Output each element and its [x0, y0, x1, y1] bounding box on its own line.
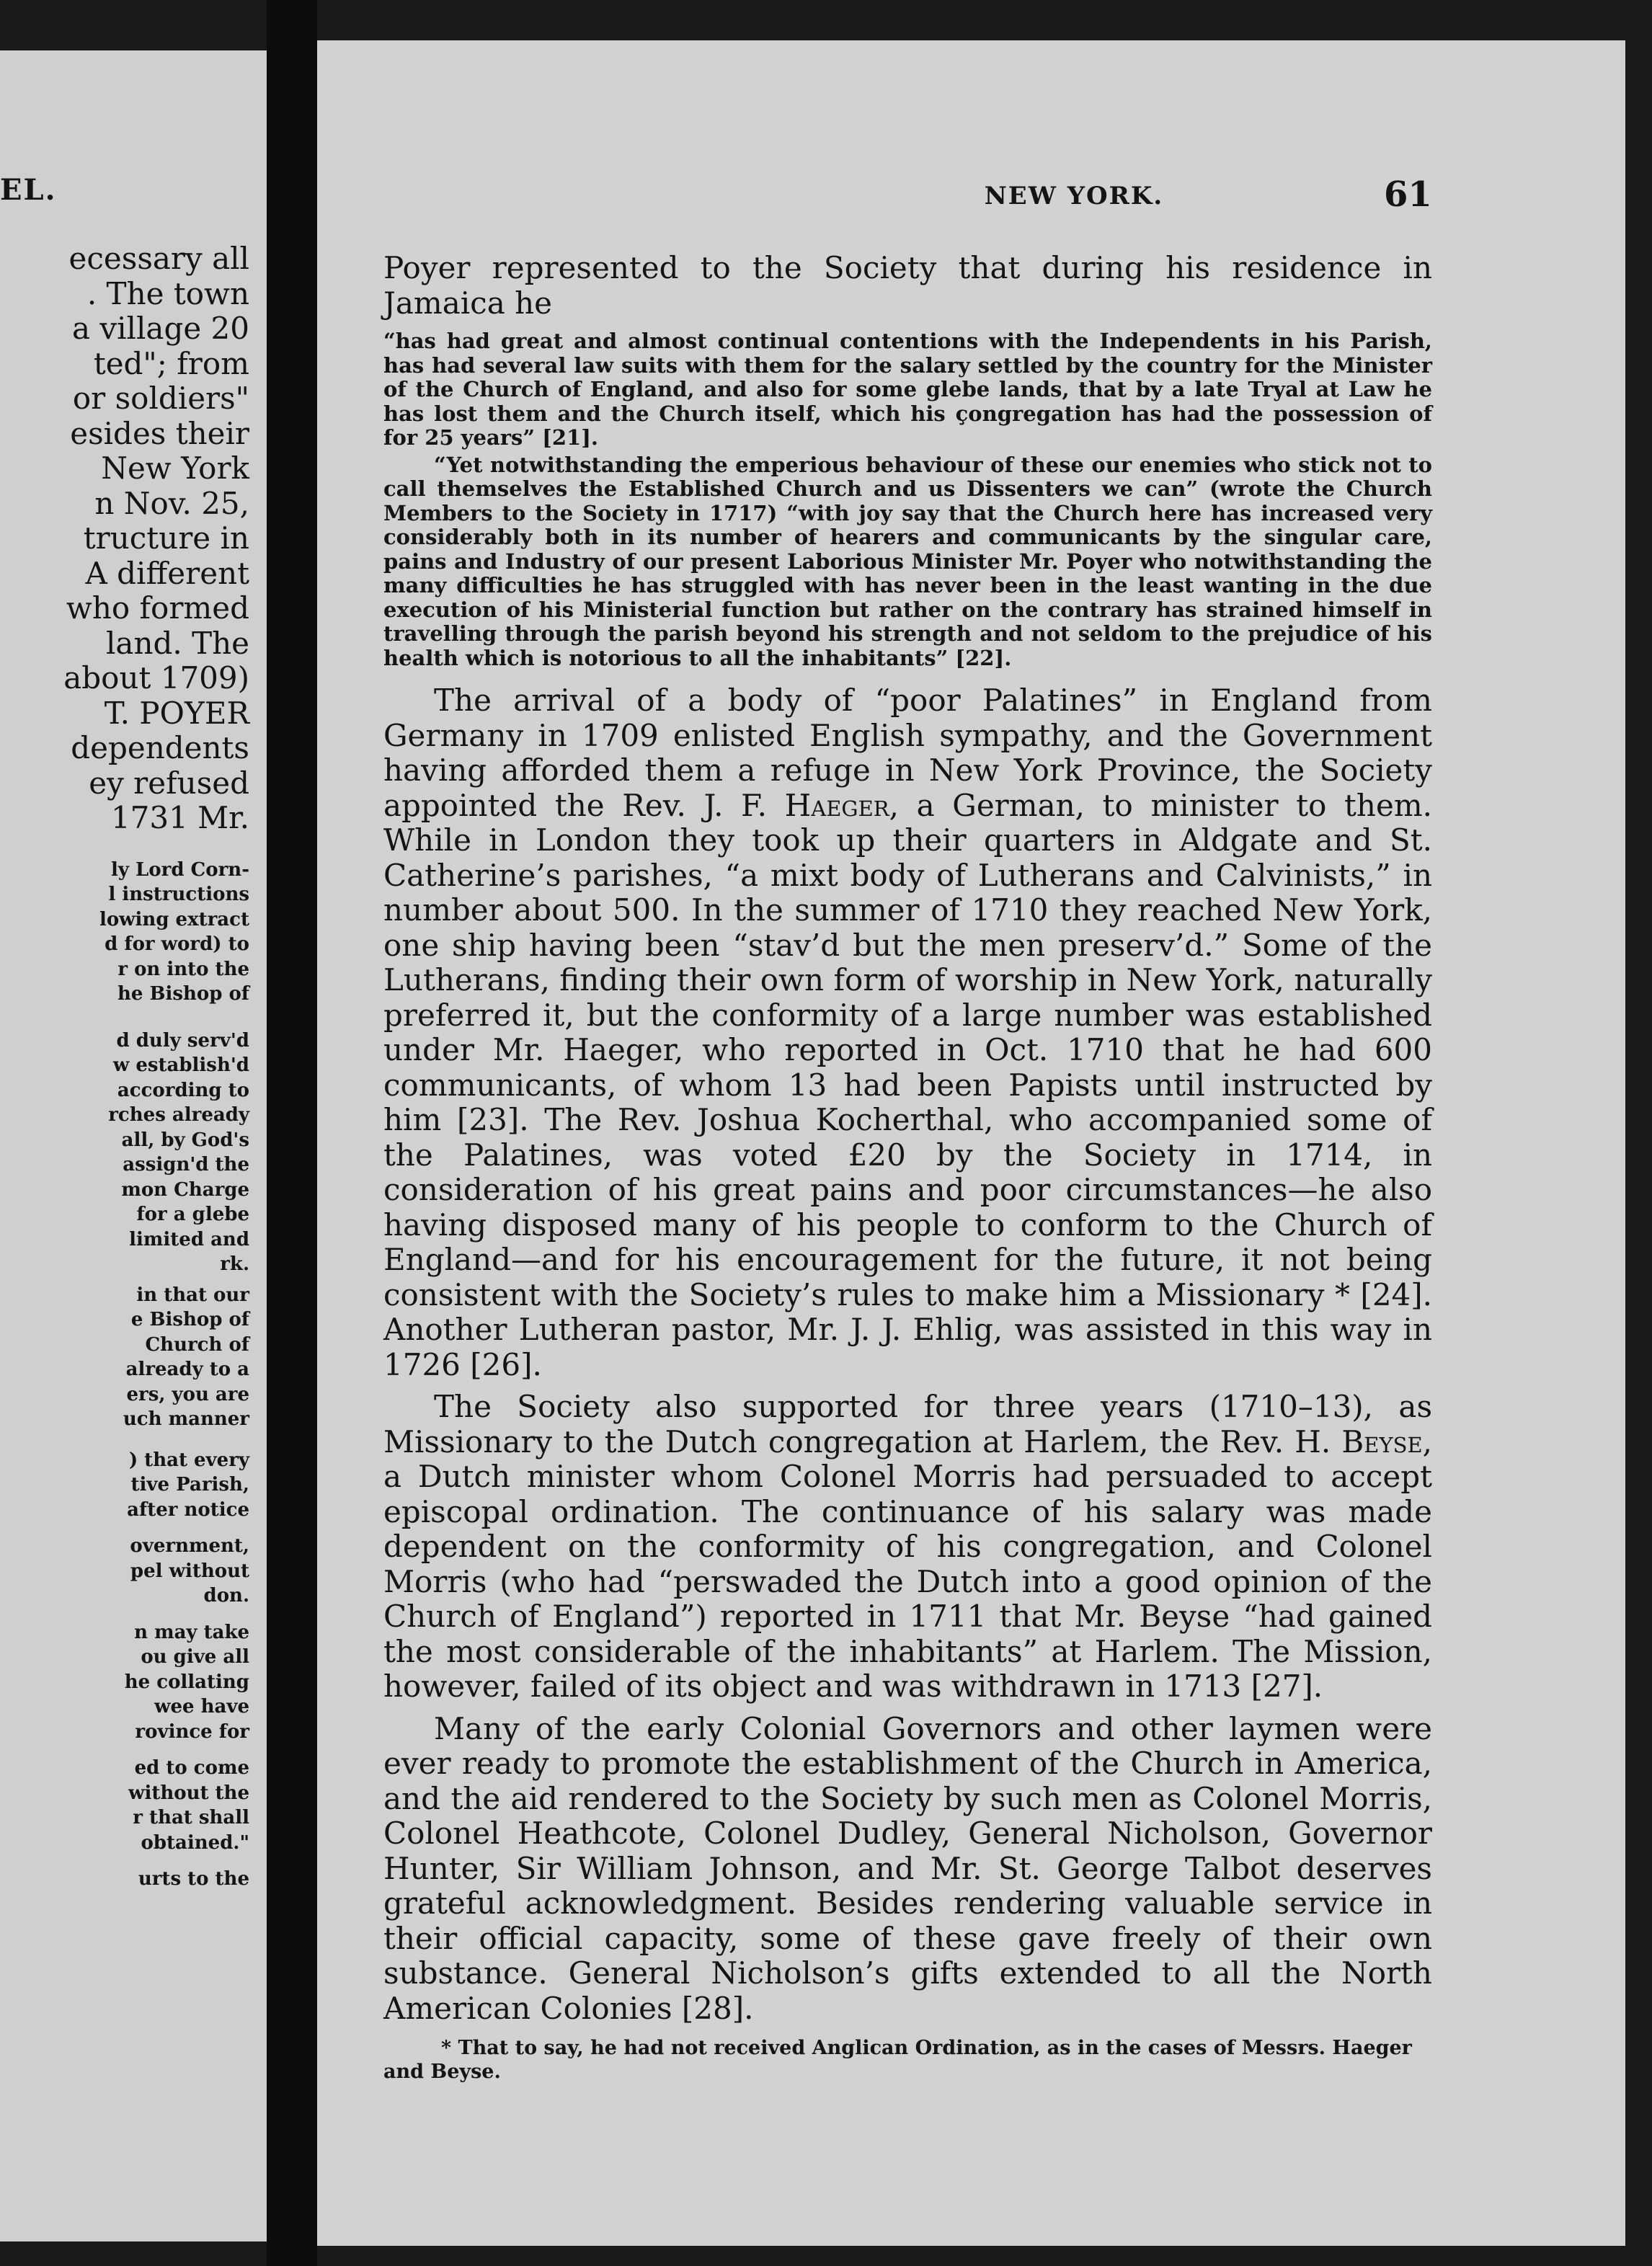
previous-page-line: r that shall — [133, 1807, 249, 1829]
quote-paragraph-1: “has had great and almost continual contentions with the Independents in his Parish, has had several law suits with them for the salary settled by the country for the Minister of the Church of England, and also for some glebe lands, that by a late Tryal at Law he has lost them and the Church itself, which his çongregation has had the possession of for 25 years” [21]. — [383, 329, 1432, 450]
paragraph-beyse-part-1: The Society also supported for three years (1710–13), as Missionary to the Dutch congregation at Harlem, the Rev. H. — [383, 1389, 1432, 1459]
previous-page-line: land. The — [105, 625, 249, 661]
previous-page-line: ed to come — [134, 1757, 249, 1779]
previous-page-line: rches already — [108, 1104, 249, 1126]
previous-page-line: ecessary all — [68, 241, 249, 276]
previous-page-line: d duly serv'd — [116, 1029, 249, 1052]
paragraph-palatines-part-1: The arrival of a body of “poor Palatines” in England from Germany in 1709 enlisted English sympathy, and the Government having afforded them a refuge in New York Province, the Society appointed the Rev. J. F. — [383, 683, 1432, 823]
previous-page-line: about 1709) — [63, 660, 249, 696]
previous-page-line: ly Lord Corn- — [110, 858, 249, 881]
previous-page-line: ) that every — [128, 1449, 249, 1471]
page-body — [383, 251, 1432, 2084]
previous-page-line: who formed — [66, 590, 249, 626]
previous-page-line: or soldiers" — [72, 381, 249, 416]
previous-page-small-lines — [4, 1867, 249, 1892]
previous-page-line: n Nov. 25, — [94, 485, 249, 521]
paragraph-palatines — [383, 683, 1432, 1382]
previous-page-line: assign'd the — [123, 1154, 249, 1176]
previous-page-line: . The town — [86, 275, 249, 311]
previous-page-line: pel without — [130, 1560, 249, 1582]
previous-page-line: d for word) to — [105, 933, 249, 955]
paragraph-beyse-part-2: , a Dutch minister whom Colonel Morris had persuaded to accept episcopal ordination. The continuance of his salary was made dependent on the conformity of his congregation, and Colonel Morris (who had “perswaded the Dutch into a good opinion of the Church of England”) reported in 1711 that Mr. Beyse “had gained the most considerable of the inhabitants” at Harlem. The Mission, however, failed of its object and was withdrawn in 1713 [27]. — [383, 1423, 1432, 1704]
previous-page-small-lines — [4, 1028, 249, 1277]
previous-page-line: rovince for — [135, 1720, 249, 1743]
previous-page-line: tructure in — [83, 520, 249, 556]
previous-page-line: wee have — [154, 1696, 249, 1718]
previous-page-line: a village 20 — [72, 311, 249, 346]
previous-page-line: after notice — [127, 1498, 249, 1521]
previous-page-text — [4, 241, 249, 1892]
previous-page-line: already to a — [125, 1359, 249, 1380]
previous-page-large-lines — [4, 241, 249, 836]
previous-page-small-lines — [4, 1756, 249, 1855]
previous-page-line: according to — [117, 1079, 249, 1101]
previous-page-line: esides their — [70, 415, 249, 451]
previous-page-line: l instructions — [108, 884, 249, 905]
previous-page-line: New York — [101, 450, 249, 486]
paragraph-governors: Many of the early Colonial Governors and other laymen were ever ready to promote the establishment of the Church in America, and the aid rendered to the Society by such men as Colonel Morris, Colonel Heathcote, Colonel Dudley, General Nicholson, Governor Hunter, Sir William Johnson, and Mr. St. George Talbot deserves grateful acknowledgment. Besides rendering valuable service in their official capacity, some of these gave freely of their own substance. General Nicholson’s gifts extended to all the North American Colonies [28]. — [383, 1710, 1432, 2026]
previous-page-line: n may take — [134, 1621, 249, 1643]
previous-page-line: ou give all — [141, 1646, 249, 1668]
previous-page-line: ers, you are — [126, 1383, 249, 1405]
previous-page-line: without the — [128, 1782, 249, 1804]
previous-page-line: e Bishop of — [130, 1309, 249, 1330]
beyse-name: Beyse — [1341, 1423, 1423, 1459]
previous-page-line: w establish'd — [112, 1054, 249, 1076]
running-head: NEW YORK. — [984, 182, 1164, 210]
previous-page-line: mon Charge — [121, 1178, 249, 1201]
previous-page-small-lines — [4, 1534, 249, 1609]
previous-page-line: obtained." — [141, 1831, 249, 1854]
book-page — [317, 40, 1625, 2246]
previous-page-line: in that our — [136, 1284, 249, 1306]
previous-page-line: urts to the — [138, 1868, 249, 1890]
previous-page-line: ted"; from — [93, 345, 249, 381]
previous-page-line: he collating — [124, 1671, 249, 1693]
previous-page-line: lowing extract — [99, 908, 249, 930]
previous-page-line: don. — [203, 1585, 249, 1607]
previous-page-line: for a glebe — [136, 1204, 249, 1225]
previous-page-line: he Bishop of — [117, 983, 249, 1005]
previous-page-small-lines — [4, 1448, 249, 1523]
previous-page-running-head: EL. — [0, 173, 57, 207]
haeger-name: Haeger — [784, 787, 889, 823]
footnote: * That to say, he had not received Anglican Ordination, as in the cases of Messrs. Haeger and Beyse. — [383, 2037, 1412, 2083]
previous-page-line: A different — [85, 555, 249, 591]
previous-page-line: dependents — [71, 730, 249, 765]
previous-page-line: uch manner — [123, 1408, 249, 1430]
previous-page-line: r on into the — [117, 958, 249, 980]
previous-page-small-lines — [4, 1620, 249, 1745]
paragraph-beyse — [383, 1390, 1432, 1705]
quote-paragraph-2: “Yet notwithstanding the emperious behaviour of these our enemies who stick not to call themselves the Established Church and us Dissenters we can” (wrote the Church Members to the Society in 1717) “with joy say that the Church here has increased very considerably both in its number of hearers and communicants by the singular care, pains and Industry of our present Laborious Minister Mr. Poyer who notwithstanding the many difficulties he has struggled with has never been in the least wanting in the due execution of his Ministerial function but rather on the contrary has strained himself in travelling through the parish beyond his strength and not seldom to the prejudice of his health which is notorious to all the inhabitants” [22]. — [383, 452, 1432, 670]
previous-page-line: tive Parish, — [130, 1474, 249, 1496]
previous-page-line: rk. — [220, 1253, 249, 1275]
previous-page-line: T. POYER — [104, 695, 249, 731]
intro-paragraph: Poyer represented to the Society that during his residence in Jamaica he — [383, 250, 1432, 321]
previous-page-line: 1731 Mr. — [110, 800, 249, 835]
previous-page-line: Church of — [145, 1333, 249, 1356]
paragraph-palatines-part-2: , a German, to minister to them. While in London they took up their quarters in Aldgate and St. Catherine’s parishes, “a mixt body of Lutherans and Calvinists,” in number about 500. In the summer of 1710 they reached New York, one ship having been “stav’d but the men preserv’d.” Some of the Lutherans, finding their own form of worship in New York, naturally preferred it, but the conformity of a large number was established under Mr. Haeger, who reported in Oct. 1710 that he had 600 communicants, of whom 13 had been Papists until instructed by him [23]. The Rev. Joshua Kocherthal, who accompanied some of the Palatines, was voted £20 by the Society in 1714, in consideration of his great pains and poor circumstances—he also having disposed many of his people to conform to the Church of England—and for his encouragement for the future, it not being consistent with the Society’s rules to make him a Missionary * [24]. Another Lutheran pastor, Mr. J. J. Ehlig, was assisted in this way in 1726 [26]. — [383, 787, 1432, 1382]
previous-page-small-lines — [4, 858, 249, 1007]
page-number: 61 — [1384, 174, 1432, 215]
previous-page-line: all, by God's — [121, 1129, 249, 1151]
previous-page-line: ey refused — [89, 765, 249, 801]
previous-page-small-lines — [4, 1283, 249, 1432]
book-gutter — [267, 0, 317, 2266]
previous-page-line: overnment, — [130, 1535, 249, 1557]
previous-page-line: limited and — [129, 1228, 249, 1250]
previous-page-fragment — [0, 50, 267, 2241]
